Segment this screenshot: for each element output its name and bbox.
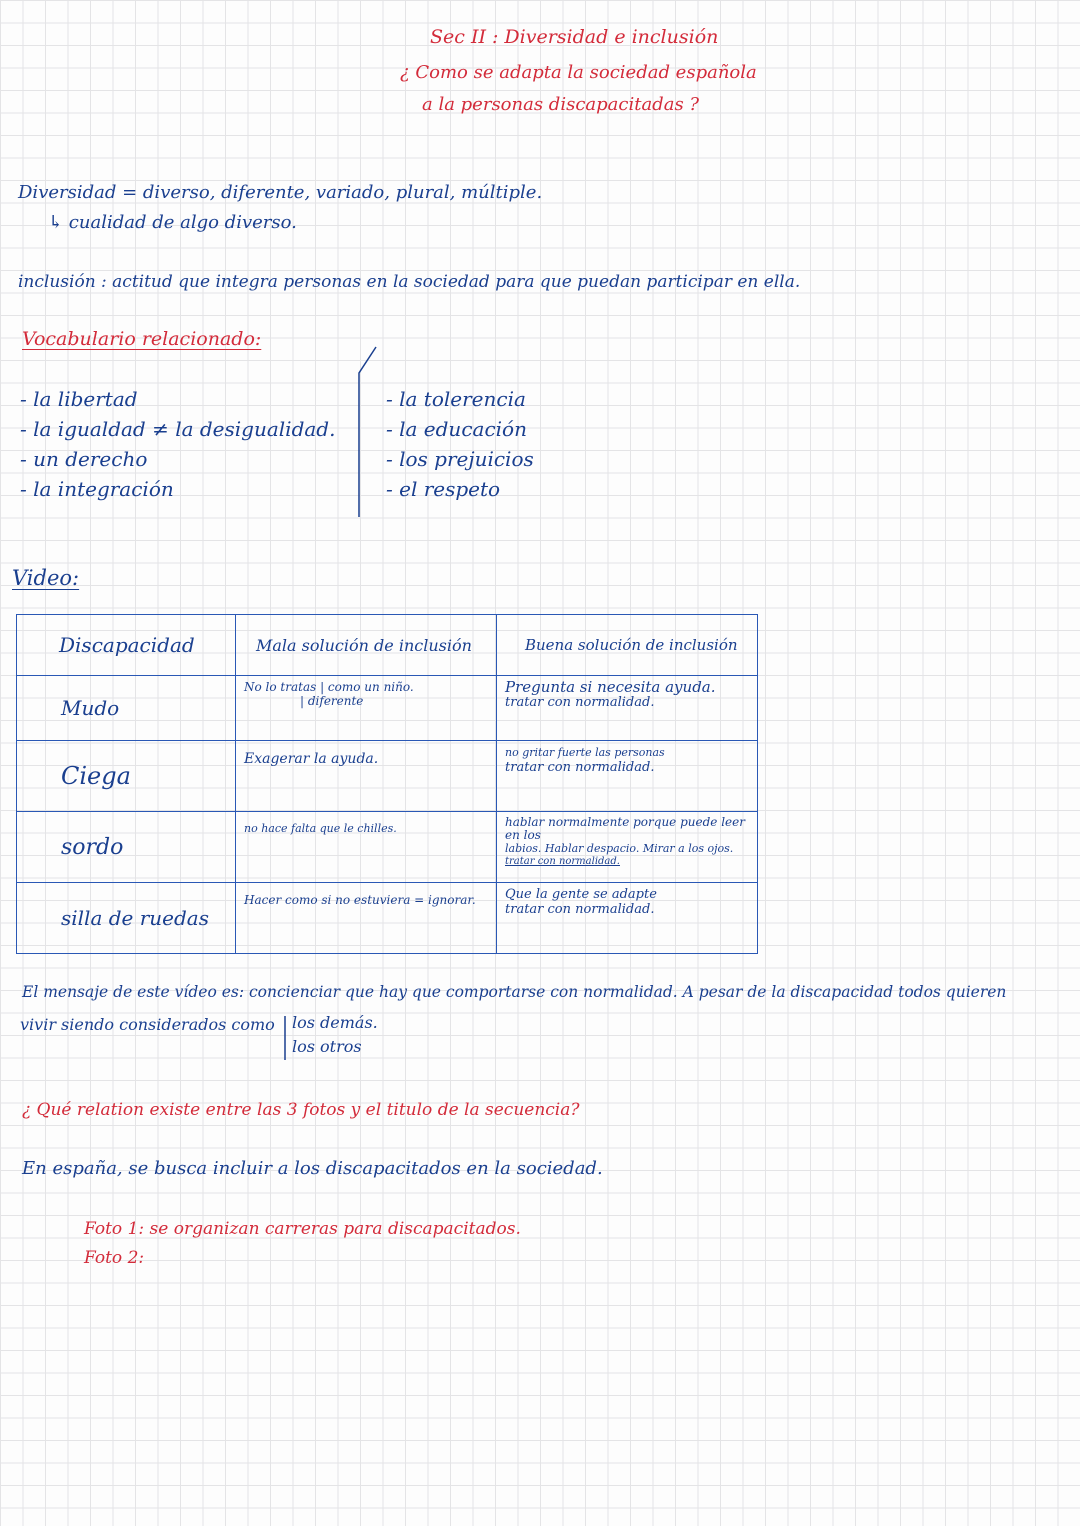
- table-row: [17, 741, 758, 812]
- foto-2-note: Foto 2:: [84, 1248, 145, 1268]
- bad-solution-cell: [236, 812, 497, 883]
- bad-solution-cell: [236, 741, 497, 812]
- bad-solution-cell: [236, 883, 497, 954]
- good-solution-cell: [497, 676, 758, 741]
- option-los-otros: los otros: [292, 1037, 362, 1056]
- section-title: Sec II : Diversidad e inclusión: [430, 26, 719, 48]
- disability-cell: sordo: [17, 812, 236, 883]
- vocab-item: - el respeto: [386, 477, 501, 501]
- vocab-item: - la educación: [386, 417, 527, 441]
- good-solution-line: tratar con normalidad.: [505, 856, 620, 867]
- vocab-item: - los prejuicios: [386, 447, 534, 471]
- good-solution-line: Pregunta si necesita ayuda.: [505, 678, 716, 696]
- video-message-line-2: vivir siendo considerados como: [20, 1015, 275, 1034]
- vocab-item: - un derecho: [20, 447, 148, 471]
- bad-solution-line: No lo tratas | como un niño.: [244, 680, 414, 694]
- good-solution-line: no gritar fuerte las personas: [505, 746, 665, 759]
- bad-solution-line: no hace falta que le chilles.: [244, 822, 397, 835]
- definition-diversidad: Diversidad = diverso, diferente, variado, plural, múltiple.: [18, 182, 543, 203]
- vocabulary-divider: [356, 345, 380, 520]
- good-solution-line: labios. Hablar despacio. Mirar a los ojos.: [505, 842, 734, 855]
- table-header-row: [17, 615, 758, 676]
- good-solution-line: Que la gente se adapte: [505, 887, 657, 902]
- section-question-line-2: a la personas discapacitadas ?: [422, 94, 700, 115]
- vocabulary-right-list: [386, 384, 534, 504]
- disability-cell: silla de ruedas: [17, 883, 236, 954]
- vocabulary-title: Vocabulario relacionado:: [22, 328, 262, 350]
- disability-cell: Ciega: [17, 741, 236, 812]
- header-mala-solucion: Mala solución de inclusión: [236, 615, 497, 676]
- photos-question: ¿ Qué relation existe entre las 3 fotos y el titulo de la secuencia?: [22, 1100, 580, 1120]
- bad-solution-line: Hacer como si no estuviera = ignorar.: [244, 893, 476, 907]
- definition-inclusion: inclusión : actitud que integra personas en la sociedad para que puedan participar en ella.: [18, 272, 801, 292]
- good-solution-cell: [497, 741, 758, 812]
- vocab-item: - la tolerencia: [386, 387, 526, 411]
- photos-answer: En españa, se busca incluir a los discapacitados en la sociedad.: [22, 1158, 603, 1179]
- vocab-item: - la igualdad ≠ la desigualidad.: [20, 417, 336, 441]
- table-row: [17, 883, 758, 954]
- header-buena-solucion: Buena solución de inclusión: [497, 615, 758, 676]
- definition-diversidad-sub: ↳ cualidad de algo diverso.: [48, 212, 297, 233]
- good-solution-line: tratar con normalidad.: [505, 695, 655, 710]
- section-question-line-1: ¿ Como se adapta la sociedad española: [400, 62, 757, 83]
- vocab-item: - la libertad: [20, 387, 138, 411]
- good-solution-line: tratar con normalidad.: [505, 760, 655, 775]
- inclusion-table: [16, 614, 758, 954]
- video-message-line-1: El mensaje de este vídeo es: concienciar que hay que comportarse con normalidad. A pesar de la discapacidad todos quieren: [22, 983, 1007, 1001]
- good-solution-cell: [497, 812, 758, 883]
- header-discapacidad: Discapacidad: [17, 615, 236, 676]
- good-solution-line: hablar normalmente porque puede leer en los: [505, 815, 745, 842]
- options-brace: [282, 1014, 290, 1062]
- bad-solution-cell: [236, 676, 497, 741]
- table-row: [17, 812, 758, 883]
- vocab-item: - la integración: [20, 477, 174, 501]
- video-label: Video:: [12, 566, 80, 590]
- vocabulary-left-list: [20, 384, 335, 504]
- disability-cell: Mudo: [17, 676, 236, 741]
- bad-solution-line: Exagerar la ayuda.: [244, 751, 379, 767]
- foto-1-note: Foto 1: se organizan carreras para discapacitados.: [84, 1219, 521, 1239]
- good-solution-line: tratar con normalidad.: [505, 902, 655, 917]
- bad-solution-line: | diferente: [300, 694, 364, 708]
- good-solution-cell: [497, 883, 758, 954]
- option-los-demas: los demás.: [292, 1013, 378, 1032]
- table-row: [17, 676, 758, 741]
